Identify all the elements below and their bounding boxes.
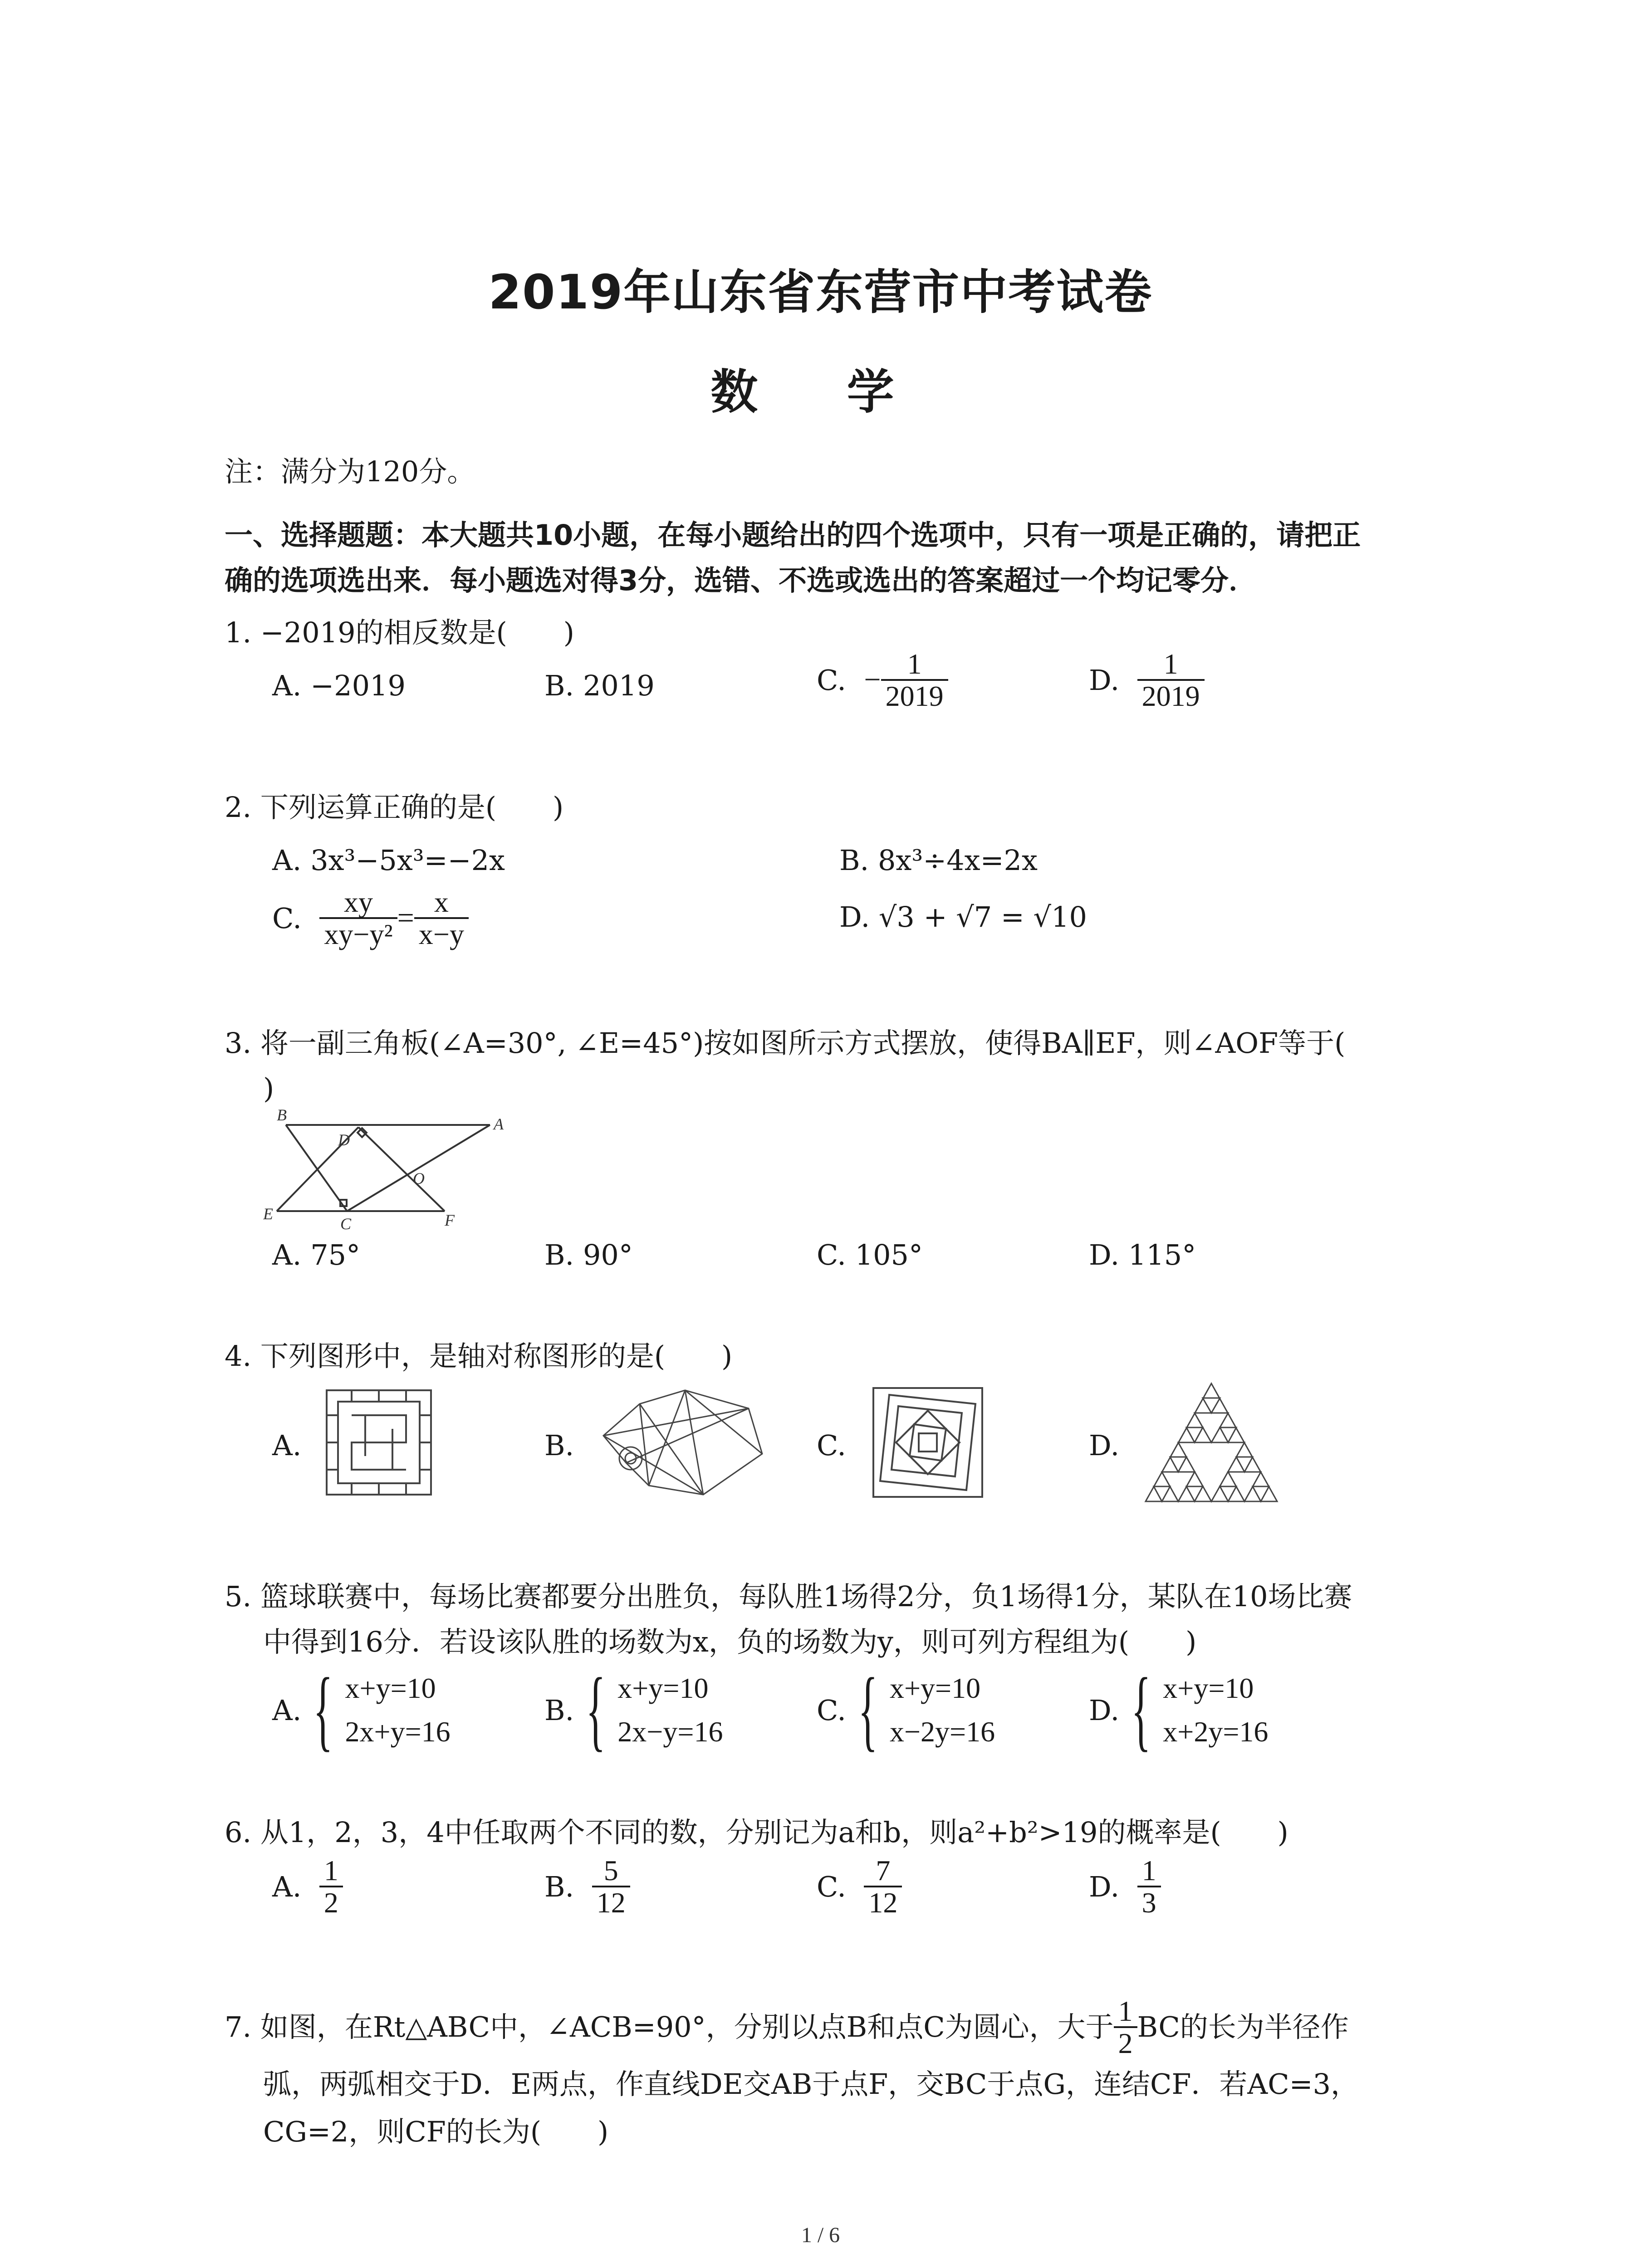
q4-option-a: A. (272, 1429, 302, 1462)
q5-option-b-eq2: 2x−y=16 (617, 1716, 723, 1748)
q7-stem-line1-part1: 7. 如图，在Rt△ABC中，∠ACB=90°，分别以点B和点C为圆心，大于 (225, 2010, 1114, 2044)
q6-option-c-fraction (864, 1855, 902, 1918)
q3-label-d: D (338, 1131, 350, 1149)
q2-option-c (272, 887, 469, 949)
q1-option-c-fraction (881, 649, 948, 711)
q1-option-c-denominator: 2019 (881, 679, 948, 711)
q2-option-c-numerator-right: x (434, 886, 449, 918)
q2-option-a: A. 3x³−5x³=−2x (272, 844, 505, 877)
q5-option-d-eq1: x+y=10 (1163, 1672, 1254, 1704)
q1-option-d-fraction (1137, 649, 1205, 711)
q3-label-f: F (445, 1211, 455, 1229)
q6-option-d-fraction (1137, 1855, 1161, 1918)
q5-stem-line1: 5. 篮球联赛中，每场比赛都要分出胜负，每队胜1场得2分，负1场得1分，某队在10场比赛 (225, 1580, 1352, 1613)
q6-option-a-numerator: 1 (323, 1854, 338, 1887)
q4-option-b: B. (544, 1429, 574, 1462)
q5-option-c-eq1: x+y=10 (889, 1672, 981, 1704)
q5-stem-line2: 中得到16分．若设该队胜的场数为x，负的场数为y，则可列方程组为( ) (263, 1625, 1197, 1658)
q6-stem: 6. 从1，2，3，4中任取两个不同的数，分别记为a和b，则a²+b²>19的概率是( ) (225, 1816, 1288, 1849)
q5-option-c-system (890, 1667, 995, 1754)
q3-label-e: E (263, 1205, 273, 1223)
q2-option-c-denominator-left: xy−y² (319, 917, 397, 949)
q5-option-d (1089, 1660, 1269, 1760)
q1-option-c-sign: − (864, 663, 881, 697)
q5-option-b (544, 1660, 723, 1760)
q6-option-c (817, 1855, 902, 1918)
q6-option-b-label: B. (544, 1870, 574, 1903)
q3-option-d: D. 115° (1089, 1238, 1196, 1271)
q5-option-a-label: A. (272, 1693, 302, 1727)
subject-title: 数 学 (710, 364, 931, 420)
q6-option-a (272, 1855, 343, 1918)
q2-option-c-numerator-left: xy (344, 886, 373, 918)
q1-option-c-label: C. (817, 663, 846, 697)
q7-half-denominator: 2 (1114, 2026, 1137, 2058)
q6-option-c-label: C. (817, 1870, 846, 1903)
q4-option-c: C. (817, 1429, 846, 1462)
q2-option-c-label: C. (272, 901, 302, 935)
q5-option-a-system (345, 1667, 450, 1754)
q5-option-c (817, 1660, 995, 1760)
q6-option-d-label: D. (1089, 1870, 1120, 1903)
q1-option-a: A. −2019 (272, 669, 406, 702)
q3-label-c: C (340, 1215, 352, 1233)
q4-figure-d-sierpinski (1143, 1381, 1279, 1504)
q2-stem: 2. 下列运算正确的是( ) (225, 791, 564, 824)
q5-option-b-label: B. (544, 1693, 574, 1727)
q5-option-d-brace-icon: { (1131, 1660, 1151, 1760)
section-header-line2: 确的选项选出来．每小题选对得3分，选错、不选或选出的答案超过一个均记零分． (225, 564, 1257, 597)
q6-option-b-denominator: 12 (592, 1886, 630, 1918)
q6-option-a-denominator: 2 (319, 1886, 343, 1918)
q2-option-b: B. 8x³÷4x=2x (839, 844, 1038, 877)
score-note: 注：满分为120分。 (225, 455, 475, 488)
q6-option-d (1089, 1855, 1161, 1918)
q3-option-a: A. 75° (272, 1238, 361, 1271)
q1-option-d-numerator: 1 (1163, 648, 1178, 680)
q2-option-c-fraction-right (414, 887, 469, 949)
q4-figure-b-polygon (599, 1386, 767, 1499)
q3-option-b: B. 90° (544, 1238, 633, 1271)
q5-option-c-label: C. (817, 1693, 846, 1727)
q7-stem-line2: 弧，两弧相交于D．E两点，作直线DE交AB于点F，交BC于点G，连结CF．若AC=3， (263, 2068, 1359, 2101)
page-number: 1 / 6 (801, 2223, 840, 2247)
q3-label-b: B (277, 1107, 287, 1124)
q1-option-d (1089, 649, 1205, 711)
q2-option-c-fraction-left (319, 887, 397, 949)
q5-option-d-eq2: x+2y=16 (1163, 1716, 1269, 1748)
q6-option-a-label: A. (272, 1870, 302, 1903)
q7-stem-line1-part2: BC的长为半径作 (1137, 2010, 1349, 2044)
q4-figure-a-maze (324, 1388, 433, 1497)
q1-option-b: B. 2019 (544, 669, 655, 702)
q4-figure-c-nested-squares (871, 1386, 985, 1499)
q5-option-a-brace-icon: { (313, 1660, 333, 1760)
q6-option-d-numerator: 1 (1141, 1854, 1156, 1887)
q5-option-a (272, 1660, 451, 1760)
section-header-line1: 一、选择题题：本大题共10小题，在每小题给出的四个选项中，只有一项是正确的，请把正 (225, 518, 1361, 552)
q4-option-d: D. (1089, 1429, 1120, 1462)
q6-option-b-numerator: 5 (603, 1854, 618, 1887)
q5-option-a-eq2: 2x+y=16 (345, 1716, 451, 1748)
q5-option-d-label: D. (1089, 1693, 1120, 1727)
q3-stem-line1: 3. 将一副三角板(∠A=30°, ∠E=45°)按如图所示方式摆放，使得BA∥EF，则∠AOF等于( (225, 1026, 1346, 1060)
q5-option-d-system (1163, 1667, 1268, 1754)
q5-option-c-eq2: x−2y=16 (889, 1716, 995, 1748)
q1-option-d-label: D. (1089, 663, 1120, 697)
q6-option-c-denominator: 12 (864, 1886, 902, 1918)
q2-option-c-equals: = (397, 901, 414, 935)
q6-option-a-fraction (319, 1855, 343, 1918)
q7-half-fraction (1114, 1996, 1137, 2058)
q4-stem: 4. 下列图形中，是轴对称图形的是( ) (225, 1339, 733, 1373)
q1-option-c (817, 649, 948, 711)
q3-label-o: O (413, 1169, 425, 1188)
q5-option-b-eq1: x+y=10 (617, 1672, 709, 1704)
q5-option-b-system (617, 1667, 723, 1754)
q6-option-b-fraction (592, 1855, 630, 1918)
q3-option-c: C. 105° (817, 1238, 923, 1271)
page-title: 2019年山东省东营市中考试卷 (488, 264, 1153, 320)
q7-half-numerator: 1 (1118, 1995, 1133, 2027)
q5-option-b-brace-icon: { (586, 1660, 606, 1760)
q1-stem: 1. −2019的相反数是( ) (225, 616, 574, 649)
q5-option-a-eq1: x+y=10 (345, 1672, 436, 1704)
q3-label-a: A (494, 1115, 504, 1133)
q7-stem-line3: CG=2，则CF的长为( ) (263, 2115, 609, 2148)
q2-option-d: D. √3 + √7 = √10 (839, 900, 1087, 934)
q3-stem-line2: ) (263, 1072, 274, 1105)
q7-stem-line1 (225, 1996, 1349, 2058)
q2-option-c-denominator-right: x−y (414, 917, 469, 949)
q6-option-c-numerator: 7 (876, 1854, 891, 1887)
q1-option-c-numerator: 1 (907, 648, 922, 680)
q6-option-d-denominator: 3 (1137, 1886, 1161, 1918)
q3-triangle-figure (263, 1107, 517, 1234)
q5-option-c-brace-icon: { (858, 1660, 878, 1760)
q6-option-b (544, 1855, 630, 1918)
q1-option-d-denominator: 2019 (1137, 679, 1205, 711)
